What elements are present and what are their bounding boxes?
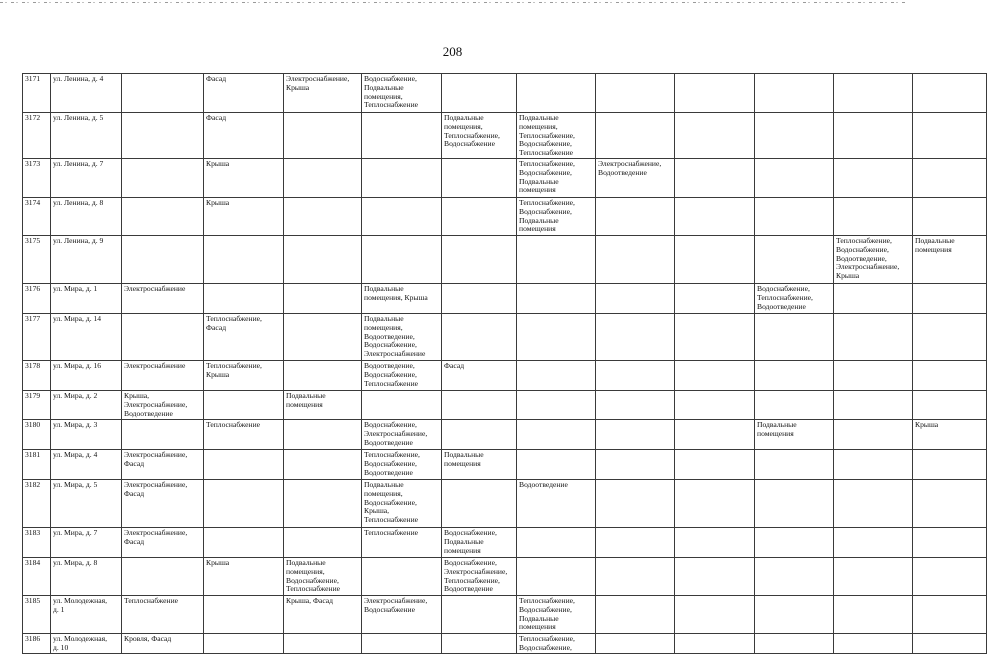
works-cell: [834, 390, 913, 419]
works-cell: Крыша, Электроснабжение, Водоотведение: [122, 390, 204, 419]
works-cell: [596, 360, 675, 390]
works-cell: [675, 557, 755, 595]
works-cell: Водоснабжение, Электроснабжение, Водоотведение: [362, 419, 442, 449]
address-cell: ул. Мира, д. 4: [51, 449, 122, 479]
works-cell: Подвальные помещения, Теплоснабжение, Водоснабжение, Теплоснабжение: [517, 113, 596, 159]
row-number: 3175: [23, 235, 51, 283]
works-cell: Водоснабжение, Подвальные помещения: [442, 527, 517, 557]
works-cell: [362, 557, 442, 595]
works-cell: [596, 557, 675, 595]
works-cell: [596, 595, 675, 633]
works-cell: [834, 633, 913, 653]
works-cell: [442, 197, 517, 235]
works-cell: Электроснабжение, Крыша: [284, 74, 362, 113]
works-cell: Водоснабжение, Подвальные помещения, Теплоснабжение: [362, 74, 442, 113]
row-number: 3186: [23, 633, 51, 653]
works-cell: [834, 158, 913, 197]
works-cell: [755, 390, 834, 419]
works-cell: [755, 479, 834, 527]
address-cell: ул. Мира, д. 5: [51, 479, 122, 527]
page-number: 208: [442, 44, 463, 59]
works-cell: [204, 479, 284, 527]
address-cell: ул. Мира, д. 3: [51, 419, 122, 449]
row-number: 3171: [23, 74, 51, 113]
row-number: 3172: [23, 113, 51, 159]
works-cell: [204, 633, 284, 653]
works-cell: [834, 360, 913, 390]
works-cell: Электроснабжение, Фасад: [122, 479, 204, 527]
works-cell: [284, 419, 362, 449]
works-cell: [834, 74, 913, 113]
row-number: 3178: [23, 360, 51, 390]
works-cell: [913, 313, 987, 360]
works-cell: [913, 158, 987, 197]
works-cell: [442, 235, 517, 283]
works-cell: [284, 235, 362, 283]
works-cell: [284, 633, 362, 653]
works-cell: [517, 527, 596, 557]
works-cell: [675, 595, 755, 633]
table-row: [23, 595, 987, 633]
works-cell: [122, 197, 204, 235]
works-cell: Подвальные помещения, Водоснабжение, Крыша, Теплоснабжение: [362, 479, 442, 527]
works-cell: Подвальные помещения: [755, 419, 834, 449]
works-cell: [755, 595, 834, 633]
row-number: 3176: [23, 283, 51, 313]
works-cell: [517, 390, 596, 419]
works-cell: [913, 633, 987, 653]
table-row: [23, 235, 987, 283]
works-cell: [517, 313, 596, 360]
works-cell: [204, 449, 284, 479]
works-cell: [675, 390, 755, 419]
works-cell: Электроснабжение, Водоснабжение: [362, 595, 442, 633]
works-cell: [442, 313, 517, 360]
table-row: [23, 360, 987, 390]
works-cell: [834, 595, 913, 633]
works-cell: [442, 158, 517, 197]
works-cell: Электроснабжение, Фасад: [122, 527, 204, 557]
works-cell: [596, 419, 675, 449]
works-cell: [913, 360, 987, 390]
works-cell: [834, 557, 913, 595]
works-cell: [442, 595, 517, 633]
row-number: 3182: [23, 479, 51, 527]
works-cell: Крыша: [204, 158, 284, 197]
works-cell: Кровля, Фасад: [122, 633, 204, 653]
works-cell: Крыша: [204, 557, 284, 595]
works-cell: [517, 419, 596, 449]
works-cell: [913, 197, 987, 235]
works-cell: Теплоснабжение, Водоснабжение, Подвальные помещения: [517, 158, 596, 197]
works-cell: [675, 419, 755, 449]
works-cell: [204, 283, 284, 313]
table-row: [23, 527, 987, 557]
works-cell: [755, 235, 834, 283]
works-cell: Теплоснабжение, Водоснабжение, Водоотведение: [362, 449, 442, 479]
works-cell: [362, 390, 442, 419]
works-cell: Подвальные помещения: [442, 449, 517, 479]
address-cell: ул. Молодежная, д. 1: [51, 595, 122, 633]
works-cell: [122, 113, 204, 159]
works-cell: Подвальные помещения, Крыша: [362, 283, 442, 313]
address-cell: ул. Молодежная, д. 10: [51, 633, 122, 653]
table-row: [23, 557, 987, 595]
works-cell: [913, 557, 987, 595]
works-cell: [517, 74, 596, 113]
works-cell: [834, 479, 913, 527]
table-row: [23, 283, 987, 313]
works-cell: [204, 595, 284, 633]
works-cell: [596, 197, 675, 235]
works-cell: [122, 74, 204, 113]
works-cell: [284, 113, 362, 159]
works-cell: [675, 158, 755, 197]
address-cell: ул. Мира, д. 16: [51, 360, 122, 390]
table-row: [23, 113, 987, 159]
works-cell: [596, 283, 675, 313]
works-cell: [675, 449, 755, 479]
works-cell: [517, 235, 596, 283]
table-row: [23, 313, 987, 360]
works-cell: [284, 360, 362, 390]
row-number: 3173: [23, 158, 51, 197]
works-cell: [675, 527, 755, 557]
works-cell: [675, 479, 755, 527]
address-cell: ул. Мира, д. 1: [51, 283, 122, 313]
works-cell: Подвальные помещения: [284, 390, 362, 419]
table-row: [23, 479, 987, 527]
row-number: 3184: [23, 557, 51, 595]
works-cell: [204, 390, 284, 419]
works-cell: [834, 419, 913, 449]
works-cell: [284, 158, 362, 197]
works-cell: Водоснабжение, Электроснабжение, Теплоснабжение, Водоотведение: [442, 557, 517, 595]
works-cell: [675, 113, 755, 159]
works-cell: [596, 479, 675, 527]
works-cell: Фасад: [204, 74, 284, 113]
works-cell: [596, 113, 675, 159]
works-cell: [362, 633, 442, 653]
repair-schedule-table: [22, 73, 987, 654]
works-cell: [834, 113, 913, 159]
works-cell: [204, 235, 284, 283]
works-cell: [675, 283, 755, 313]
works-cell: Теплоснабжение: [362, 527, 442, 557]
works-cell: [755, 158, 834, 197]
works-cell: [596, 527, 675, 557]
works-cell: [834, 197, 913, 235]
works-cell: [442, 283, 517, 313]
works-cell: Крыша, Фасад: [284, 595, 362, 633]
works-cell: Теплоснабжение, Водоснабжение, Водоотведение, Электроснабжение, Крыша: [834, 235, 913, 283]
works-cell: [913, 449, 987, 479]
works-cell: [913, 390, 987, 419]
works-cell: Теплоснабжение, Водоснабжение, Подвальные помещения: [517, 595, 596, 633]
works-cell: Подвальные помещения: [913, 235, 987, 283]
works-cell: [913, 113, 987, 159]
address-cell: ул. Ленина, д. 8: [51, 197, 122, 235]
works-cell: [362, 197, 442, 235]
works-cell: Фасад: [442, 360, 517, 390]
address-cell: ул. Мира, д. 2: [51, 390, 122, 419]
works-cell: Электроснабжение, Фасад: [122, 449, 204, 479]
works-cell: [675, 360, 755, 390]
table-row: [23, 197, 987, 235]
row-number: 3185: [23, 595, 51, 633]
row-number: 3179: [23, 390, 51, 419]
works-cell: [284, 479, 362, 527]
works-cell: Водоотведение: [517, 479, 596, 527]
works-cell: [442, 479, 517, 527]
works-cell: [517, 360, 596, 390]
works-cell: Электроснабжение, Водоотведение: [596, 158, 675, 197]
works-cell: Электроснабжение: [122, 360, 204, 390]
row-number: 3183: [23, 527, 51, 557]
works-cell: [284, 449, 362, 479]
works-cell: Водоотведение, Водоснабжение, Теплоснабжение: [362, 360, 442, 390]
address-cell: ул. Ленина, д. 5: [51, 113, 122, 159]
works-cell: [755, 197, 834, 235]
address-cell: ул. Мира, д. 14: [51, 313, 122, 360]
works-cell: [913, 479, 987, 527]
works-cell: [755, 113, 834, 159]
table-row: [23, 449, 987, 479]
table-row: [23, 419, 987, 449]
works-cell: [284, 283, 362, 313]
works-cell: Электроснабжение: [122, 283, 204, 313]
works-cell: [122, 313, 204, 360]
works-cell: [755, 527, 834, 557]
works-cell: Крыша: [913, 419, 987, 449]
works-cell: [122, 557, 204, 595]
works-cell: [122, 158, 204, 197]
works-cell: [362, 235, 442, 283]
address-cell: ул. Мира, д. 7: [51, 527, 122, 557]
works-cell: Теплоснабжение: [122, 595, 204, 633]
address-cell: ул. Мира, д. 8: [51, 557, 122, 595]
works-cell: [755, 74, 834, 113]
works-cell: [913, 595, 987, 633]
works-cell: [284, 197, 362, 235]
works-cell: [755, 633, 834, 653]
works-cell: [122, 235, 204, 283]
address-cell: ул. Ленина, д. 9: [51, 235, 122, 283]
works-cell: Теплоснабжение, Крыша: [204, 360, 284, 390]
works-cell: [913, 527, 987, 557]
works-cell: [755, 449, 834, 479]
works-cell: [596, 633, 675, 653]
works-cell: Теплоснабжение, Водоснабжение, Подвальные помещения: [517, 197, 596, 235]
row-number: 3177: [23, 313, 51, 360]
works-cell: [675, 74, 755, 113]
works-cell: [755, 360, 834, 390]
works-cell: Подвальные помещения, Водоотведение, Водоснабжение, Электроснабжение: [362, 313, 442, 360]
works-cell: [596, 235, 675, 283]
works-cell: [834, 527, 913, 557]
row-number: 3174: [23, 197, 51, 235]
table-row: [23, 633, 987, 653]
table-row: [23, 390, 987, 419]
table-row: [23, 158, 987, 197]
works-cell: [755, 557, 834, 595]
works-cell: [834, 283, 913, 313]
works-cell: [442, 390, 517, 419]
works-cell: [596, 313, 675, 360]
works-cell: [517, 557, 596, 595]
works-cell: [834, 449, 913, 479]
works-cell: [596, 74, 675, 113]
works-cell: Фасад: [204, 113, 284, 159]
works-cell: [675, 313, 755, 360]
works-cell: [442, 419, 517, 449]
works-cell: Теплоснабжение, Фасад: [204, 313, 284, 360]
works-cell: [675, 235, 755, 283]
works-cell: [517, 283, 596, 313]
works-cell: [755, 313, 834, 360]
works-cell: Подвальные помещения, Теплоснабжение, Водоснабжение: [442, 113, 517, 159]
works-cell: [362, 113, 442, 159]
address-cell: ул. Ленина, д. 7: [51, 158, 122, 197]
works-cell: Теплоснабжение: [204, 419, 284, 449]
works-cell: [204, 527, 284, 557]
works-cell: Теплоснабжение, Водоснабжение,: [517, 633, 596, 653]
row-number: 3180: [23, 419, 51, 449]
table-row: [23, 74, 987, 113]
works-cell: [913, 283, 987, 313]
works-cell: [596, 449, 675, 479]
works-cell: [122, 419, 204, 449]
works-cell: Водоснабжение, Теплоснабжение, Водоотведение: [755, 283, 834, 313]
works-cell: [284, 527, 362, 557]
works-cell: [362, 158, 442, 197]
works-cell: [913, 74, 987, 113]
works-cell: Подвальные помещения, Водоснабжение, Теплоснабжение: [284, 557, 362, 595]
works-cell: [284, 313, 362, 360]
works-cell: [834, 313, 913, 360]
works-cell: Крыша: [204, 197, 284, 235]
address-cell: ул. Ленина, д. 4: [51, 74, 122, 113]
works-cell: [675, 197, 755, 235]
works-cell: [596, 390, 675, 419]
scan-top-edge: [0, 2, 905, 3]
works-cell: [442, 633, 517, 653]
works-cell: [517, 449, 596, 479]
works-cell: [675, 633, 755, 653]
works-cell: [442, 74, 517, 113]
row-number: 3181: [23, 449, 51, 479]
